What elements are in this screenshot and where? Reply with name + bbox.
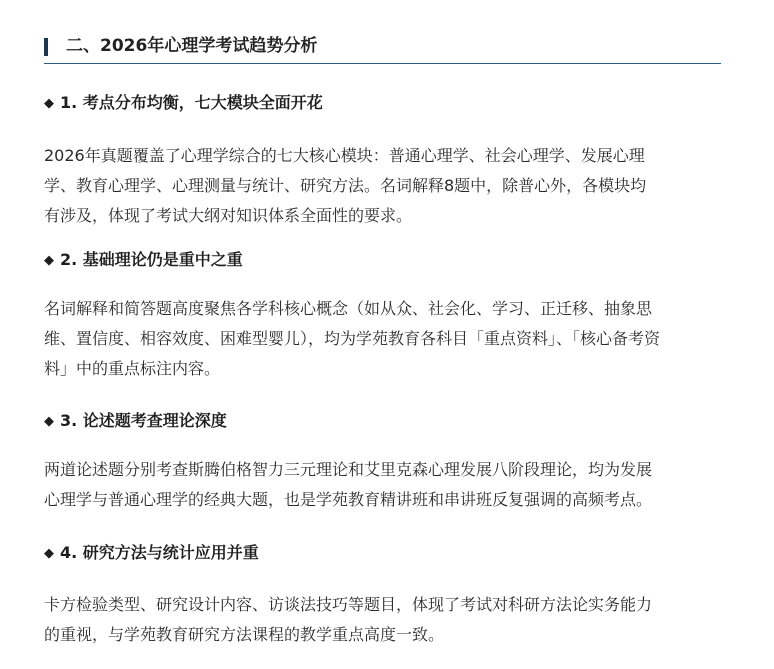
point-paragraph-3 <box>44 455 721 515</box>
point-paragraph-4 <box>44 590 721 650</box>
article <box>44 0 721 644</box>
paragraph-line: 心理学与普通心理学的经典大题，也是学苑教育精讲班和串讲班反复强调的高频考点。 <box>44 490 653 509</box>
section-title: 二、2026年心理学考试趋势分析 <box>66 36 318 56</box>
paragraph-line: 有涉及，体现了考试大纲对知识体系全面性的要求。 <box>44 206 413 225</box>
diamond-bullet-icon: ◆ <box>44 546 54 561</box>
paragraph-line: 学、教育心理学、心理测量与统计、研究方法。名词解释8题中，除普心外，各模块均 <box>44 176 647 195</box>
point-heading-text: 3. 论述题考查理论深度 <box>60 411 227 430</box>
diamond-bullet-icon: ◆ <box>44 96 54 111</box>
section-header <box>44 0 721 64</box>
point-paragraph-1 <box>44 141 721 231</box>
paragraph-line: 料」中的重点标注内容。 <box>44 359 221 378</box>
point-heading-text: 4. 研究方法与统计应用并重 <box>60 543 259 562</box>
point-heading-3 <box>44 410 227 433</box>
diamond-bullet-icon: ◆ <box>44 414 54 429</box>
diamond-bullet-icon: ◆ <box>44 253 54 268</box>
point-paragraph-2 <box>44 294 721 384</box>
paragraph-line: 卡方检验类型、研究设计内容、访谈法技巧等题目，体现了考试对科研方法论实务能力 <box>44 595 653 614</box>
paragraph-line: 维、置信度、相容效度、困难型婴儿），均为学苑教育各科目「重点资料」、「核心备考资 <box>44 329 661 348</box>
paragraph-line: 两道论述题分别考查斯腾伯格智力三元理论和艾里克森心理发展八阶段理论，均为发展 <box>44 460 653 479</box>
paragraph-line: 2026年真题覆盖了心理学综合的七大核心模块：普通心理学、社会心理学、发展心理 <box>44 146 645 165</box>
point-heading-4 <box>44 542 259 565</box>
point-heading-text: 2. 基础理论仍是重中之重 <box>60 250 243 269</box>
paragraph-line: 名词解释和简答题高度聚焦各学科核心概念（如从众、社会化、学习、正迁移、抽象思 <box>44 299 653 318</box>
point-heading-2 <box>44 249 243 272</box>
point-heading-1 <box>44 92 323 115</box>
section-accent-bar <box>44 38 48 56</box>
paragraph-line: 的重视，与学苑教育研究方法课程的教学重点高度一致。 <box>44 625 445 644</box>
point-heading-text: 1. 考点分布均衡，七大模块全面开花 <box>60 93 323 112</box>
